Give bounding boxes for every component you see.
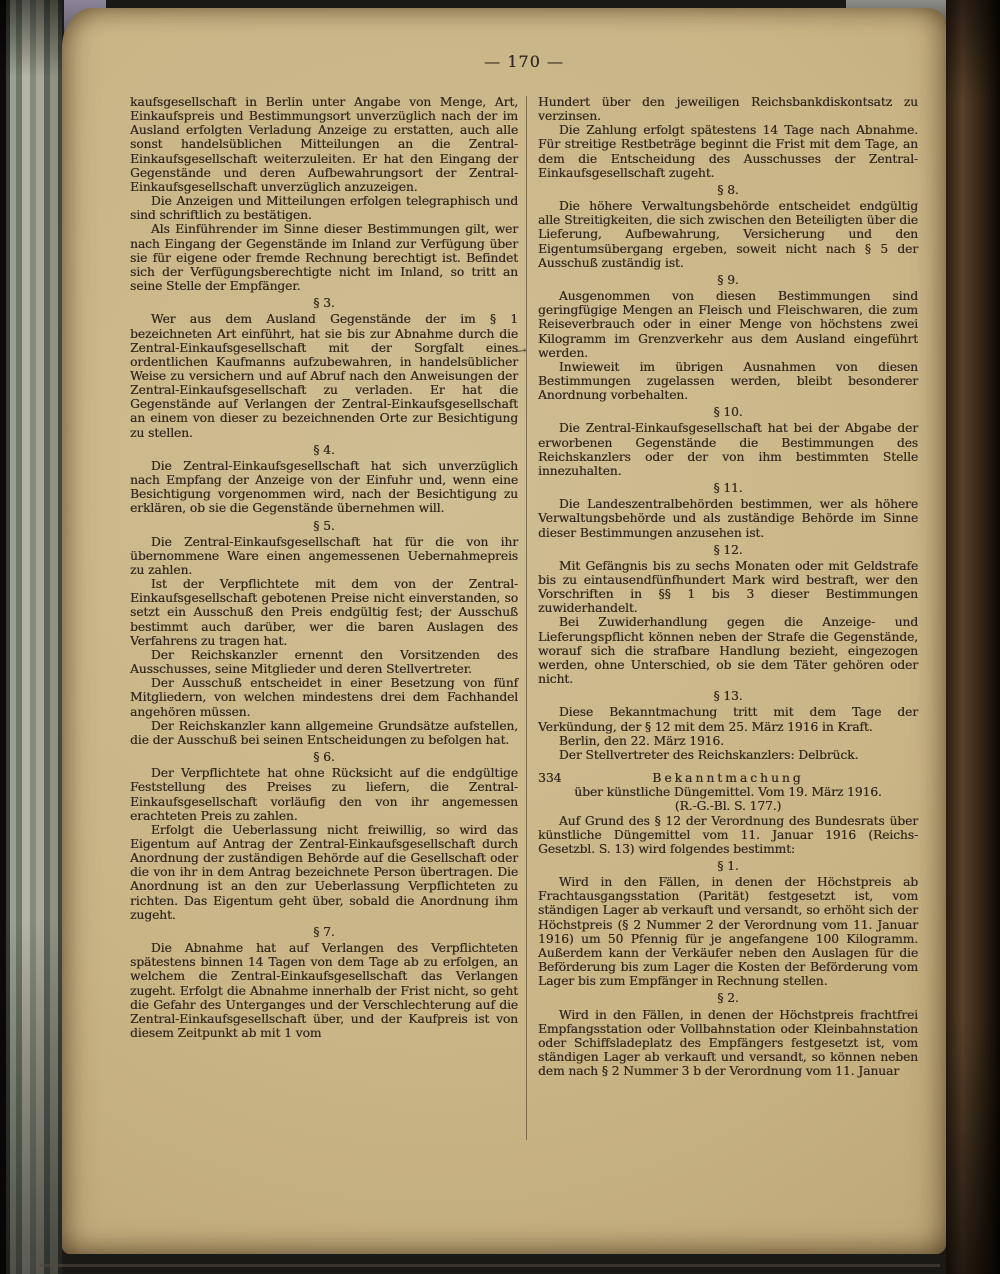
paragraph: Der Reichskanzler ernennt den Vorsitzenden des Ausschusses, seine Mitglieder und deren Stellvertreter. bbox=[130, 647, 518, 677]
paragraph: Auf Grund des § 12 der Verordnung des Bundesrats über künstliche Düngemittel vom 11. Januar 1916 (Reichs-Gesetzbl. S. 13) wird folgendes bestimmt: bbox=[538, 813, 918, 856]
section-heading: § 8. bbox=[717, 182, 739, 197]
paragraph: Diese Bekanntmachung tritt mit dem Tage der Verkündung, der § 12 mit dem 25. März 1916 in Kraft. bbox=[538, 705, 918, 734]
paragraph-continuation: kaufsgesellschaft in Berlin unter Angabe von Menge, Art, Einkaufspreis und Bestimmungsort unverzüglich nach der im Ausland erfolgten Verladung Anzeige zu erstatten, auch alle sonst handelsüblichen Mitteilungen an die Zentral-Einkaufsgesellschaft weiterzuleiten. Er hat den Eingang der Gegenstände und deren Aufbewahrungsort der Zentral-Einkaufsgesellschaft unverzüglich anzuzeigen. bbox=[130, 95, 518, 194]
paragraph: Der Verpflichtete hat ohne Rücksicht auf die endgültige Feststellung des Preises zu liefern, die Zentral-Einkaufsgesellschaft vorläufig den von ihr angemessen erachteten Preis zu zahlen. bbox=[130, 766, 518, 823]
section-heading: § 11. bbox=[713, 481, 743, 496]
paragraph: Die höhere Verwaltungsbehörde entscheidet endgültig alle Streitigkeiten, die sich zwischen den Beteiligten über die Lieferung, Aufbewahrung, Versicherung und den Eigentumsübergang ergeben, soweit nicht nach § 5 der Ausschuß zuständig ist. bbox=[538, 199, 918, 270]
paragraph: Der Reichskanzler kann allgemeine Grundsätze aufstellen, die der Ausschuß bei seinen Entscheidungen zu befolgen hat. bbox=[130, 718, 518, 747]
centered-line: (R.-G.-Bl. S. 177.) bbox=[674, 799, 782, 814]
section-heading: § 9. bbox=[717, 272, 739, 287]
section-heading: § 7. bbox=[313, 924, 335, 939]
section-heading: § 4. bbox=[313, 442, 335, 457]
paragraph: Die Zentral-Einkaufsgesellschaft hat für die von ihr übernommene Ware einen angemessenen Uebernahmepreis zu zahlen. bbox=[130, 534, 518, 577]
paragraph: Ausgenommen von diesen Bestimmungen sind geringfügige Mengen an Fleisch und Fleischwaren, die zum Reiseverbrauch oder in einer Menge von höchstens zwei Kilogramm im Grenzverkehr aus dem Ausland eingeführt werden. bbox=[538, 289, 918, 360]
item-number: 334 bbox=[538, 771, 562, 786]
section-heading: § 12. bbox=[713, 542, 743, 557]
section-heading: § 13. bbox=[713, 689, 743, 704]
paragraph: Als Einführender im Sinne dieser Bestimmungen gilt, wer nach Eingang der Gegenstände im Inland zur Verfügung über sie für eigene oder fremde Rechnung berechtigt ist. Befindet sich der Verfügungsberechtigte nicht im Inland, so tritt an seine Stelle der Empfänger. bbox=[130, 222, 518, 294]
section-heading: § 3. bbox=[313, 296, 335, 311]
paragraph: Die Zahlung erfolgt spätestens 14 Tage nach Abnahme. Für streitige Restbeträge beginnt die Frist mit dem Tage, an dem die Entscheidung des Ausschusses der Zentral-Einkaufsgesellschaft zugeht. bbox=[538, 123, 918, 180]
paragraph: Die Landeszentralbehörden bestimmen, wer als höhere Verwaltungsbehörde und als zuständige Behörde im Sinne dieser Bestimmungen anzusehen ist. bbox=[538, 497, 918, 540]
numbered-heading bbox=[538, 771, 918, 785]
dateline: Berlin, den 22. März 1916. bbox=[558, 733, 724, 748]
centered-line: über künstliche Düngemittel. Vom 19. März 1916. bbox=[574, 785, 882, 800]
left-text-column bbox=[130, 95, 518, 1040]
margin-annotation-mark: → bbox=[515, 343, 528, 360]
section-heading: § 1. bbox=[717, 858, 739, 873]
book-cover-edge bbox=[946, 0, 1000, 1274]
paragraph: Die Anzeigen und Mitteilungen erfolgen telegraphisch und sind schriftlich zu bestätigen. bbox=[130, 194, 518, 223]
paragraph: Der Ausschuß entscheidet in einer Besetzung von fünf Mitgliedern, von welchen mindestens drei dem Fachhandel angehören müssen. bbox=[130, 676, 518, 719]
page-number: — 170 — bbox=[484, 52, 564, 71]
paragraph-continuation: Hundert über den jeweiligen Reichsbankdiskontsatz zu verzinsen. bbox=[538, 95, 918, 124]
column-divider-rule bbox=[526, 96, 527, 1140]
paragraph: Inwieweit im übrigen Ausnahmen von diesen Bestimmungen zugelassen werden, bleibt besonderer Anordnung vorbehalten. bbox=[538, 359, 918, 403]
right-text-column bbox=[538, 95, 918, 1078]
paragraph: Wird in den Fällen, in denen der Höchstpreis ab Frachtausgangsstation (Parität) festgesetzt ist, vom ständigen Lager ab verkauft und versandt, so erhöht sich der Höchstpreis (§ 2 Nummer 2 der Verordnung vom 11. Januar 1916) um 50 Pfennig für je angefangene 100 Kilogramm. Außerdem kann der Verkäufer neben den Auslagen für die Beförderung bis zum Lager die Kosten der Beförderung vom Lager bis zum Empfänger in Rechnung stellen. bbox=[538, 875, 918, 989]
section-heading: § 6. bbox=[313, 750, 335, 765]
paragraph: Die Zentral-Einkaufsgesellschaft hat sich unverzüglich nach Empfang der Anzeige von der Einfuhr und, wenn eine Besichtigung vorgenommen wird, nach der Besichtigung zu erklären, ob sie die Gegenstände übernehmen will. bbox=[130, 458, 518, 516]
paragraph: Der Stellvertreter des Reichskanzlers: Delbrück. bbox=[558, 747, 859, 762]
paragraph: Ist der Verpflichtete mit dem von der Zentral-Einkaufsgesellschaft gebotenen Preise nicht einverstanden, so setzt ein Ausschuß den Preis endgültig fest; der Ausschuß bestimmt auch darüber, wer die baren Auslagen des Verfahrens zu tragen hat. bbox=[130, 577, 518, 648]
paragraph: Bei Zuwiderhandlung gegen die Anzeige- und Lieferungspflicht können neben der Strafe die Gegenstände, worauf sich die strafbare Handlung bezieht, eingezogen werden, ohne Unterschied, ob sie dem Täter gehören oder nicht. bbox=[538, 615, 918, 687]
section-heading: § 10. bbox=[713, 405, 743, 420]
paragraph: Wird in den Fällen, in denen der Höchstpreis frachtfrei Empfangsstation oder Vollbahnstation oder Kleinbahnstation oder Schiffsladeplatz des Empfängers festgesetzt ist, vom ständigen Lager ab verkauft und versandt, so können neben dem nach § 2 Nummer 3 b der Verordnung vom 11. Januar bbox=[538, 1007, 918, 1079]
paragraph: Die Zentral-Einkaufsgesellschaft hat bei der Abgabe der erworbenen Gegenstände die Bestimmungen des Reichskanzlers oder der von ihm bestimmten Stelle innezuhalten. bbox=[538, 421, 918, 478]
heading-text: Bekanntmachung bbox=[652, 771, 804, 786]
section-heading: § 2. bbox=[717, 991, 739, 1006]
table-edge-line bbox=[40, 1264, 940, 1267]
paragraph: Wer aus dem Ausland Gegenstände der im § 1 bezeichneten Art einführt, hat sie bis zur Abnahme durch die Zentral-Einkaufsgesellschaft mit der Sorgfalt eines ordentlichen Kaufmanns aufzubewahren, in handelsüblicher Weise zu versichern und auf Abruf nach den Anweisungen der Zentral-Einkaufsgesellschaft zu verladen. Er hat die Gegenstände auf Verlangen der Zentral-Einkaufsgesellschaft an einem von dieser zu bezeichnenden Orte zur Besichtigung zu stellen. bbox=[130, 312, 518, 440]
paragraph: Erfolgt die Ueberlassung nicht freiwillig, so wird das Eigentum auf Antrag der Zentral-Einkaufsgesellschaft durch Anordnung der zuständigen Behörde auf die Gesellschaft oder die von ihr in dem Antrag bezeichnete Person übertragen. Die Anordnung ist an den zur Ueberlassung Verpflichteten zu richten. Das Eigentum geht über, sobald die Anordnung ihm zugeht. bbox=[130, 822, 518, 922]
stacked-page-edges bbox=[0, 0, 62, 1274]
paragraph: Mit Gefängnis bis zu sechs Monaten oder mit Geldstrafe bis zu eintausendfünfhundert Mark wird bestraft, wer den Vorschriften in §§ 1 bis 3 dieser Bestimmungen zuwiderhandelt. bbox=[538, 558, 918, 616]
paragraph: Die Abnahme hat auf Verlangen des Verpflichteten spätestens binnen 14 Tagen von dem Tage ab zu erfolgen, an welchem die Zentral-Einkaufsgesellschaft das Verlangen zugeht. Erfolgt die Abnahme innerhalb der Frist nicht, so geht die Gefahr des Unterganges und der Verschlechterung auf die Zentral-Einkaufsgesellschaft über, und der Kaufpreis ist von diesem Zeitpunkt ab mit 1 vom bbox=[130, 941, 518, 1040]
section-heading: § 5. bbox=[313, 518, 335, 533]
